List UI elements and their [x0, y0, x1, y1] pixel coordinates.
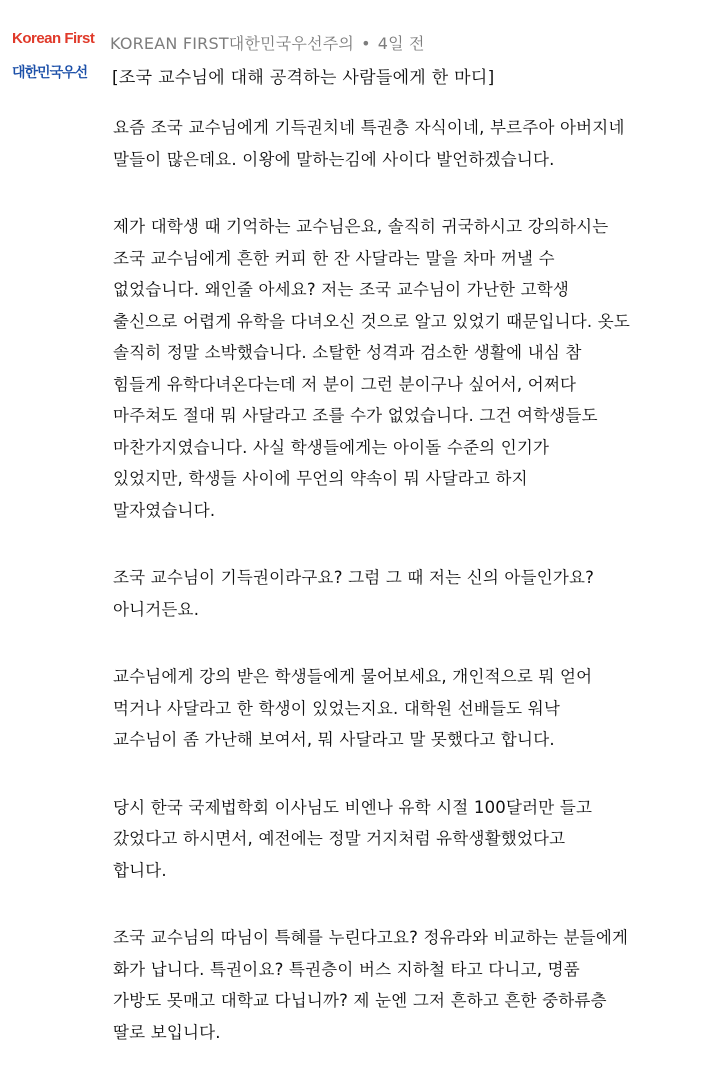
paragraph-line: 교수님이 좀 가난해 보여서, 뭐 사달라고 말 못했다고 합니다.: [113, 730, 555, 749]
paragraph-line: 먹거나 사달라고 한 학생이 있었는지요. 대학원 선배들도 워낙: [113, 698, 561, 718]
post-paragraph: [113, 922, 698, 1048]
paragraph-line: 마주쳐도 절대 뭐 사달라고 조를 수가 없었습니다. 그건 여학생들도: [113, 406, 598, 425]
paragraph-line: 화가 납니다. 특권이요? 특권층이 버스 지하철 타고 다니고, 명품: [113, 959, 580, 979]
post-paragraph: [113, 112, 698, 175]
post-paragraph: [113, 562, 698, 625]
paragraph-line: 조국 교수님의 따님이 특혜를 누린다고요? 정유라와 비교하는 분들에게: [113, 928, 629, 947]
paragraph-line: 제가 대학생 때 기억하는 교수님은요, 솔직히 귀국하시고 강의하시는: [113, 217, 609, 236]
paragraph-line: 힘들게 유학다녀온다는데 저 분이 그런 분이구나 싶어서, 어쩌다: [113, 374, 577, 394]
paragraph-line: 없었습니다. 왜인줄 아세요? 저는 조국 교수님이 가난한 고학생: [113, 280, 569, 299]
paragraph-line: 당시 한국 국제법학회 이사님도 비엔나 유학 시절 100달러만 들고: [113, 797, 593, 817]
paragraph-line: 말자였습니다.: [113, 500, 216, 520]
post-title: [조국 교수님에 대해 공격하는 사람들에게 한 마디]: [112, 68, 495, 88]
paragraph-line: 가방도 못매고 대학교 다닙니까? 제 눈엔 그저 흔하고 흔한 중하류층: [113, 991, 607, 1010]
paragraph-line: 조국 교수님에게 흔한 커피 한 잔 사달라는 말을 차마 꺼낼 수: [113, 248, 555, 268]
post-meta: [110, 31, 425, 54]
paragraph-line: 솔직히 정말 소박했습니다. 소탈한 성격과 검소한 생활에 내심 참: [113, 343, 582, 362]
paragraph-line: 말들이 많은데요. 이왕에 말하는김에 사이다 발언하겠습니다.: [113, 149, 555, 169]
post-time: 4일 전: [377, 34, 425, 53]
paragraph-line: 합니다.: [113, 860, 167, 880]
paragraph-line: 교수님에게 강의 받은 학생들에게 물어보세요, 개인적으로 뭐 얻어: [113, 667, 593, 686]
avatar-logo-text: Korean First: [12, 30, 95, 47]
author-name[interactable]: KOREAN FIRST대한민국우선주의: [110, 34, 355, 53]
post-paragraph: [113, 211, 698, 526]
post-body: [113, 112, 698, 1084]
paragraph-line: 있었지만, 학생들 사이에 무언의 약속이 뭐 사달라고 하지: [113, 469, 528, 488]
post-paragraph: [113, 792, 698, 887]
paragraph-line: 아니거든요.: [113, 599, 200, 619]
post-paragraph: [113, 661, 698, 756]
paragraph-line: 마찬가지였습니다. 사실 학생들에게는 아이돌 수준의 인기가: [113, 437, 550, 457]
paragraph-line: 갔었다고 하시면서, 예전에는 정말 거지처럼 유학생활했었다고: [113, 829, 566, 848]
paragraph-line: 출신으로 어렵게 유학을 다녀오신 것으로 알고 있었기 때문입니다. 옷도: [113, 311, 631, 331]
meta-separator: •: [361, 34, 371, 53]
paragraph-line: 딸로 보입니다.: [113, 1022, 221, 1042]
avatar[interactable]: [12, 26, 95, 100]
paragraph-line: 조국 교수님이 기득권이라구요? 그럼 그 때 저는 신의 아들인가요?: [113, 568, 595, 587]
avatar-logo-subtext: 대한민국우선: [12, 65, 88, 81]
paragraph-line: 요즘 조국 교수님에게 기득권치네 특권층 자식이네, 부르주아 아버지네: [113, 118, 625, 137]
